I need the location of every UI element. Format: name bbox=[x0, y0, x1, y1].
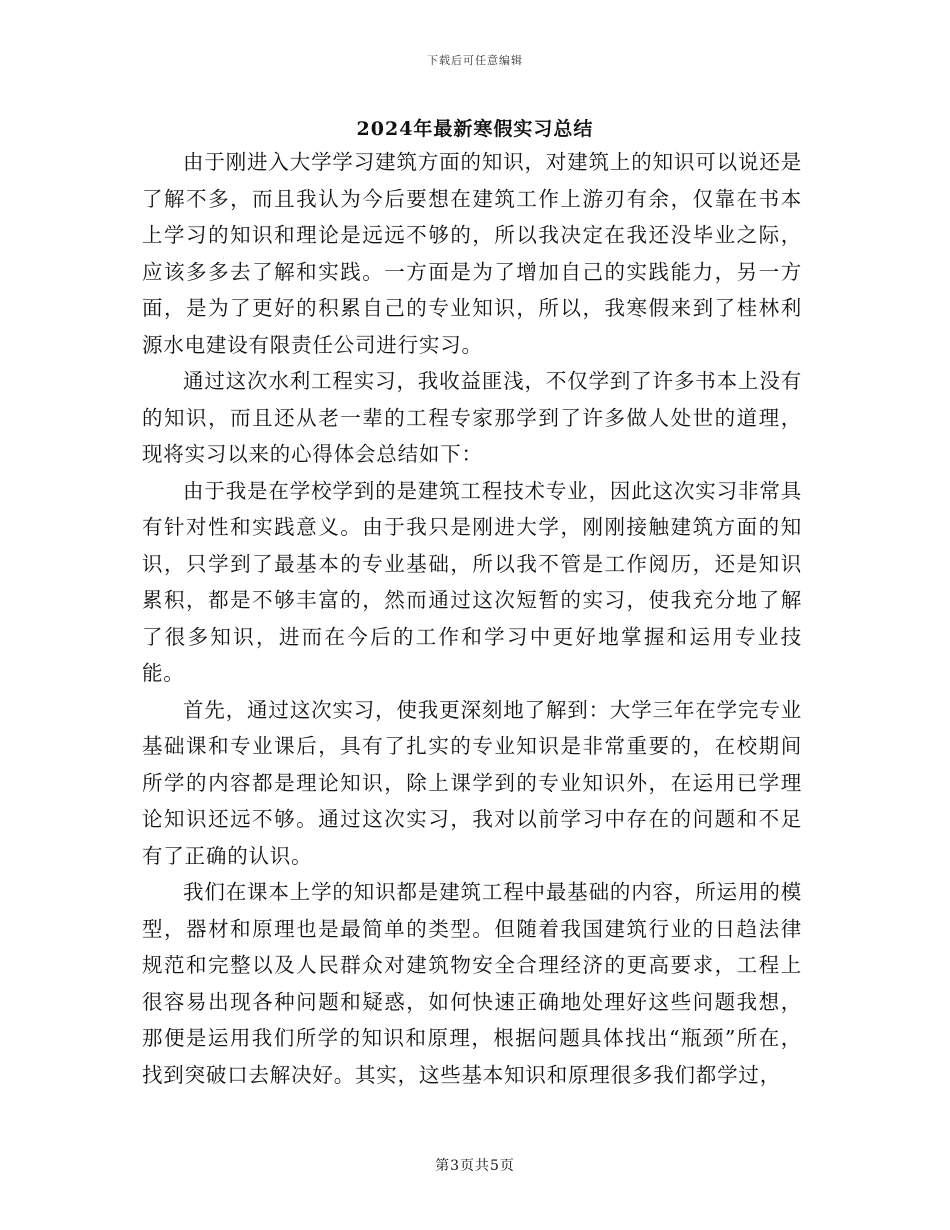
paragraph: 由于我是在学校学到的是建筑工程技术专业，因此这次实习非常具有针对性和实践意义。由于我只是刚进大学，刚刚接触建筑方面的知识，只学到了最基本的专业基础，所以我不管是工作阅历，还是知识累积，都是不够丰富的，然而通过这次短暂的实习，使我充分地了解了很多知识，进而在今后的工作和学习中更好地掌握和运用专业技能。 bbox=[142, 478, 802, 685]
paragraph: 首先，通过这次实习，使我更深刻地了解到：大学三年在学完专业基础课和专业课后，具有了扎实的专业知识是非常重要的，在校期间所学的内容都是理论知识，除上课学到的专业知识外，在运用已学理论知识还远不够。通过这次实习，我对以前学习中存在的问题和不足有了正确的认识。 bbox=[142, 697, 802, 868]
document-body bbox=[142, 144, 802, 1093]
page-number: 第3页共5页 bbox=[435, 1158, 515, 1174]
document-title: 2024年最新寒假实习总结 bbox=[356, 118, 594, 140]
page-header-note: 下载后可任意编辑 bbox=[427, 54, 523, 67]
paragraph: 通过这次水利工程实习，我收益匪浅，不仅学到了许多书本上没有的知识，而且还从老一辈的工程专家那学到了许多做人处世的道理，现将实习以来的心得体会总结如下： bbox=[142, 369, 802, 466]
paragraph: 由于刚进入大学学习建筑方面的知识，对建筑上的知识可以说还是了解不多，而且我认为今后要想在建筑工作上游刃有余，仅靠在书本上学习的知识和理论是远远不够的，所以我决定在我还没毕业之际，应该多多去了解和实践。一方面是为了增加自己的实践能力，另一方面，是为了更好的积累自己的专业知识，所以，我寒假来到了桂林利源水电建设有限责任公司进行实习。 bbox=[142, 150, 802, 357]
paragraph: 我们在课本上学的知识都是建筑工程中最基础的内容，所运用的模型，器材和原理也是最简单的类型。但随着我国建筑行业的日趋法律规范和完整以及人民群众对建筑物安全合理经济的更高要求，工程上很容易出现各种问题和疑惑，如何快速正确地处理好这些问题我想，那便是运用我们所学的知识和原理，根据问题具体找出“瓶颈”所在，找到突破口去解决好。其实，这些基本知识和原理很多我们都学过， bbox=[142, 880, 802, 1087]
